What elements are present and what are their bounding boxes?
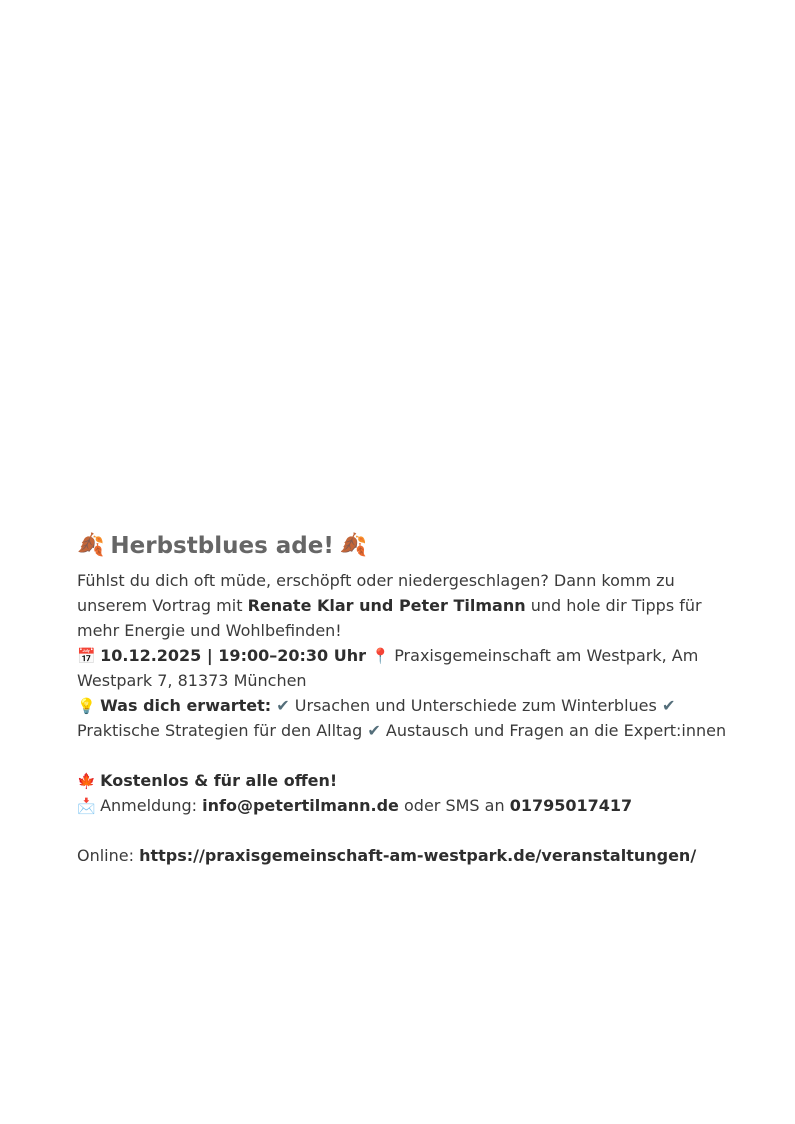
spacer	[77, 743, 727, 768]
expect-label: Was dich erwartet:	[100, 696, 272, 715]
expect-item: Austausch und Fragen an die Expert:innen	[385, 721, 727, 740]
page-title	[77, 530, 727, 562]
check-icon: ✔	[276, 696, 290, 715]
event-location: Praxisgemeinschaft am Westpark, Am Westpark 7, 81373 München	[77, 646, 699, 690]
intro-paragraph	[77, 568, 727, 643]
free-admission	[77, 768, 727, 793]
online-line	[77, 843, 727, 868]
title-text: Herbstblues ade!	[110, 533, 334, 559]
event-flyer	[77, 530, 727, 868]
envelope-arrow-icon: 📩	[77, 797, 96, 815]
registration-email[interactable]: info@petertilmann.de	[202, 796, 399, 815]
fallen-leaf-icon: 🍂	[339, 533, 368, 558]
registration-phone[interactable]: 01795017417	[509, 796, 633, 815]
expect-item: Praktische Strategien für den Alltag	[77, 721, 363, 740]
intro-text-1: Fühlst du dich oft müde, erschöpft oder niedergeschlagen? Dann komm zu unserem Vortrag mit	[77, 571, 675, 615]
spacer	[77, 818, 727, 843]
event-datetime: 10.12.2025 | 19:00–20:30 Uhr	[100, 646, 366, 665]
expectations	[77, 693, 727, 743]
intro-text-2: und hole dir Tipps für mehr Energie und Wohlbefinden!	[77, 596, 702, 640]
registration-label: Anmeldung:	[100, 796, 203, 815]
calendar-icon: 📅	[77, 647, 96, 665]
check-icon: ✔	[367, 721, 381, 740]
maple-leaf-icon: 🍁	[77, 772, 96, 790]
online-label: Online:	[77, 846, 140, 865]
expect-item: Ursachen und Unterschiede zum Winterblues	[294, 696, 657, 715]
lightbulb-icon: 💡	[77, 697, 96, 715]
check-icon: ✔	[661, 696, 676, 715]
event-details	[77, 643, 727, 693]
registration-middle: oder SMS an	[398, 796, 510, 815]
online-url-link[interactable]: https://praxisgemeinschaft-am-westpark.de/veranstaltungen/	[139, 846, 697, 865]
registration-line	[77, 793, 727, 818]
pin-icon: 📍	[371, 647, 390, 665]
speakers: Renate Klar und Peter Tilmann	[247, 596, 526, 615]
free-text: Kostenlos & für alle offen!	[100, 771, 338, 790]
fallen-leaf-icon: 🍂	[77, 533, 105, 558]
